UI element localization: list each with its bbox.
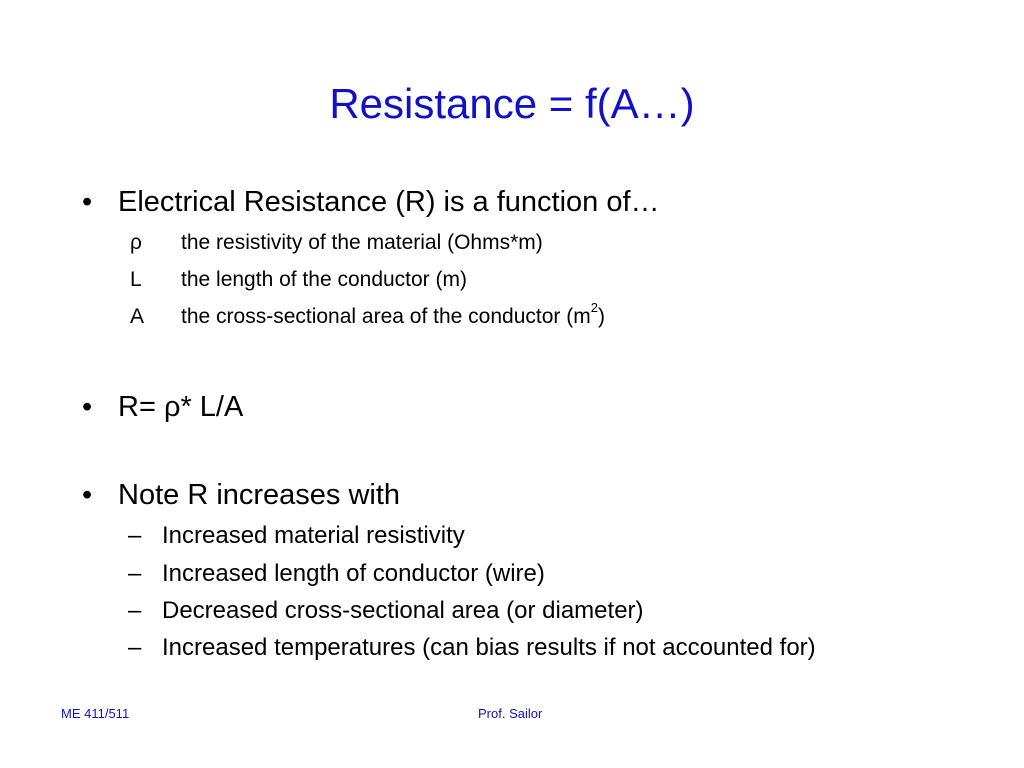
definition-text: the resistivity of the material (Ohms*m) (181, 231, 543, 254)
bullet-text: Note R increases with (118, 479, 401, 511)
definition-text-main: the cross-sectional area of the conductor (m (181, 305, 591, 328)
bullet-mark: • (82, 186, 93, 218)
definition-symbol: L (130, 268, 142, 291)
bullet-mark: • (82, 479, 93, 511)
formula-text (118, 389, 243, 425)
bullet-mark: • (82, 391, 93, 423)
dash-mark: – (128, 597, 142, 624)
footer-author: Prof. Sailor (478, 706, 543, 721)
subitem-text: Increased material resistivity (162, 522, 465, 549)
subitem-text: Increased temperatures (can bias results if not accounted for) (162, 634, 816, 661)
slide-title: Resistance = f(A…) (329, 80, 695, 127)
formula-suffix: * L/A (180, 391, 244, 423)
definition-text (181, 300, 605, 331)
bullet-text: Electrical Resistance (R) is a function of… (118, 186, 660, 218)
dash-mark: – (128, 522, 142, 549)
definition-symbol: ρ (130, 231, 142, 254)
formula-prefix: R= (118, 391, 164, 423)
definition-text-end: ) (597, 305, 605, 328)
subitem-text: Decreased cross-sectional area (or diameter) (162, 597, 644, 624)
rho-symbol: ρ (163, 391, 181, 423)
definition-symbol: A (130, 305, 145, 328)
footer-course: ME 411/511 (61, 706, 130, 721)
definition-text: the length of the conductor (m) (181, 268, 467, 291)
superscript: 2 (590, 300, 598, 315)
subitem-text: Increased length of conductor (wire) (162, 560, 545, 587)
dash-mark: – (128, 560, 142, 587)
dash-mark: – (128, 634, 142, 661)
